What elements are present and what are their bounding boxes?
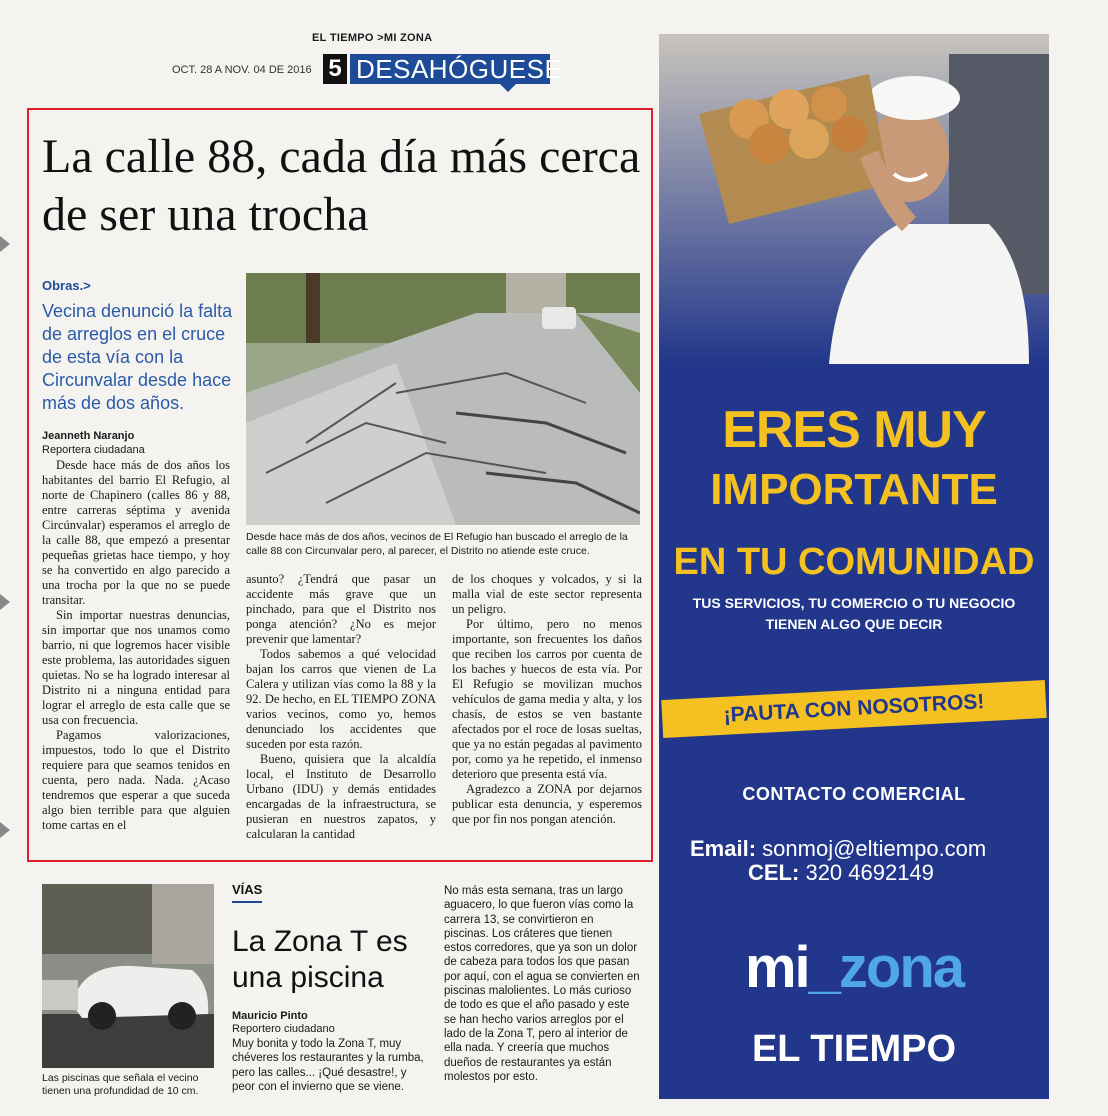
registration-mark: [0, 594, 10, 610]
paragraph: Desde hace más de dos años los habitantes del barrio El Refugio, al norte de Chapinero (calles 86 y 88, entre carreras séptima y avenida Circúnvalar) esperamos el arreglo de la calle 88, que empezó a presentar pequeñas grietas hace tiempo, y hoy se ha convertido en algo parecido a una trocha por la que no se puede transitar.: [42, 458, 230, 607]
mi-zona-logo: [659, 934, 1049, 1001]
article-headline: La calle 88, cada día más cerca de ser una trocha: [42, 130, 641, 241]
kicker-underline: [232, 901, 262, 903]
issue-date: OCT. 28 A NOV. 04 DE 2016: [172, 64, 312, 76]
paragraph: Sin importar nuestras denuncias, sin importar que nos unamos como barrio, ni que logremos hacer visible este problema, las autoridades siguen quietas. No se ha logrado interesar al Distrito ni a ninguna entidad para lograr el arreglo de esta calle que se usa con frecuencia.: [42, 608, 230, 727]
el-tiempo-logo: EL TIEMPO: [751, 1028, 957, 1070]
phone-label: CEL:: [748, 860, 800, 885]
article-kicker: VÍAS: [232, 882, 263, 897]
logo-zona: _zona: [808, 935, 964, 1000]
ad-headline: ERES MUY: [722, 401, 986, 459]
article-kicker: Obras.>: [42, 278, 91, 293]
baker-photo: [659, 34, 1049, 364]
street-photo: [246, 273, 640, 525]
paragraph: de los choques y volcados, y si la malla vial de este sector representa un peligro.: [452, 572, 642, 616]
paragraph: Todos sabemos a qué velocidad bajan los carros que vienen de La Calera y utilizan vías como la 88 y la 92. De hecho, en EL TIEMPO ZONA varios vecinos, como yo, hemos denunciado los accidentes que suceden por esta razón.: [246, 647, 436, 751]
email-value: sonmoj@eltiempo.com: [762, 836, 987, 861]
paragraph: asunto? ¿Tendrá que pasar un accidente más grave que un pinchado, para que el Distrito nos ponga atención? ¿No es mejor prevenir que lamentar?: [246, 572, 436, 646]
phone-value: 320 4692149: [805, 860, 934, 885]
paragraph: No más esta semana, tras un largo aguacero, lo que fueron vías como la carrera 13, se convirtieron en piscinas. Los cráteres que tienen estos corredores, que ya son un dolor de cabeza para todos los que pasan por aquí, con el agua se convierten en piscinas malolientes. Lo más curioso de todo es que el año pasado y este se han hecho varios arreglos por el lado de la Zona T, pero al interior de ella nada. Y creería que muchos dueños de restaurantes ya están molestos por esto.: [444, 885, 640, 1083]
paragraph: Por último, pero no menos importante, son frecuentes los daños que reciben los carros por cuenta de los baches y huecos de esta vía. Por El Refugio se movilizan muchos vehículos de gama media y alta, y los chasís, de estos se ven bastante afectados por el roce de losas sueltas, que ya no están pegadas al pavimento por, como ya he repetido, el inmenso deterioro que presenta está vía.: [452, 617, 642, 781]
registration-mark: [0, 822, 10, 838]
section-pointer: [500, 84, 516, 92]
article-column-1: [232, 1037, 428, 1094]
paragraph: Pagamos valorizaciones, impuestos, todo lo que el Distrito requiere para que seamos tenidos en cuenta, pero nada. Nada. ¿Acaso tendremos que esperar a que suceda algo bien terrible para que alguien tome cartas en el: [42, 728, 230, 832]
ad-ribbon-text: ¡PAUTA CON NOSOTROS!: [723, 690, 985, 727]
article-headline: La Zona T es una piscina: [232, 925, 408, 994]
article-author-role: Reportera ciudadana: [42, 444, 145, 456]
paragraph: Muy bonita y todo la Zona T, muy chéveres los restaurantes y la rumba, pero las calles... ¡Qué desastre!, y peor con el invierno que se viene.: [232, 1038, 424, 1093]
section-path: EL TIEMPO >MI ZONA: [312, 32, 433, 44]
ad-subheadline: TUS SERVICIOS, TU COMERCIO O TU NEGOCIO: [692, 595, 1016, 611]
page-number: 5: [323, 54, 347, 84]
ad-subheadline: TIENEN ALGO QUE DECIR: [765, 616, 943, 632]
ad-email: [690, 836, 1040, 862]
article-author: Mauricio Pinto: [232, 1010, 308, 1022]
ad-headline: EN TU COMUNIDAD: [673, 541, 1035, 583]
photo-caption: Las piscinas que señala el vecino tienen una profundidad de 10 cm.: [42, 1072, 199, 1097]
article-deck: Vecina denunció la falta de arreglos en el cruce de esta vía con la Circunvalar desde hace más de dos años.: [42, 301, 233, 413]
ad-phone: [748, 860, 1048, 886]
article-column-3: [452, 572, 642, 827]
article-column-1: [42, 458, 230, 833]
flooded-street-photo: [42, 884, 214, 1068]
paragraph: Agradezco a ZONA por dejarnos publicar esta denuncia, y esperemos que por fin nos pongan atención.: [452, 782, 642, 826]
article-column-2: [246, 572, 436, 842]
photo-caption: Desde hace más de dos años, vecinos de El Refugio han buscado el arreglo de la calle 88 con Circunvalar pero, al parecer, el Distrito no atiende este cruce.: [246, 531, 628, 557]
logo-mi: mi: [744, 935, 809, 1000]
paragraph: Bueno, quisiera que la alcaldía local, el Instituto de Desarrollo Urbano (IDU) y demás entidades encargadas de la infraestructura, se pusieran en nuestros zapatos, y calcularan la cantidad: [246, 752, 436, 841]
article-column-2: [444, 884, 640, 1084]
email-label: Email:: [690, 836, 757, 861]
article-author-role: Reportero ciudadano: [232, 1023, 335, 1035]
ad-contact-title: CONTACTO COMERCIAL: [742, 784, 966, 804]
section-name: DESAHÓGUESE: [350, 54, 550, 84]
registration-mark: [0, 236, 10, 252]
ad-headline: IMPORTANTE: [710, 465, 998, 514]
article-author: Jeanneth Naranjo: [42, 430, 135, 442]
